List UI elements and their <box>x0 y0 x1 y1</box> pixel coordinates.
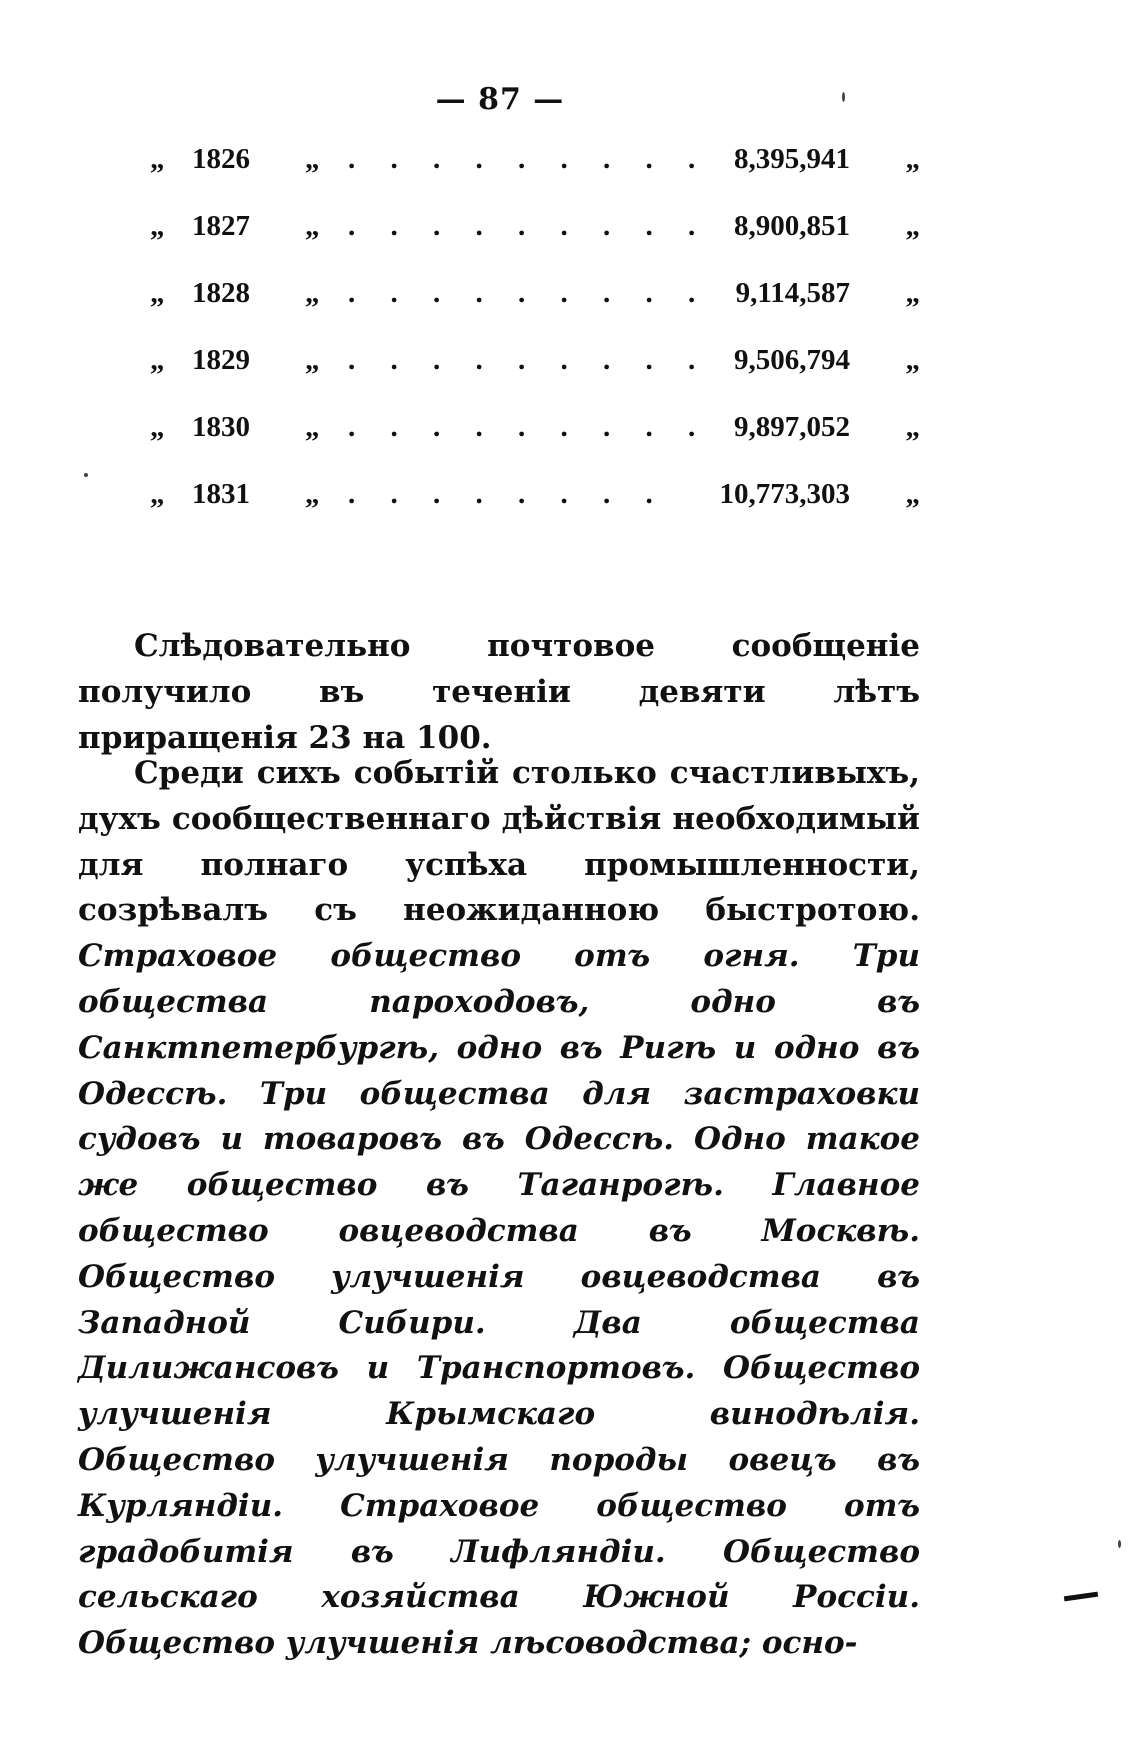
ditto-mark: „ <box>150 277 165 309</box>
ditto-mark: „ <box>150 411 165 443</box>
table-row <box>150 411 920 455</box>
amount: 9,897,052 <box>734 411 850 443</box>
ditto-mark: „ <box>305 210 320 242</box>
year: 1828 <box>192 277 250 309</box>
dot-leader: . . . . . . . . . <box>348 344 710 376</box>
table-row <box>150 210 920 254</box>
amount: 10,773,303 <box>719 478 850 510</box>
amount: 9,506,794 <box>734 344 850 376</box>
year: 1831 <box>192 478 250 510</box>
ditto-mark: „ <box>305 344 320 376</box>
dot-leader: . . . . . . . . . <box>348 210 710 242</box>
table-row <box>150 143 920 187</box>
table-row <box>150 478 920 522</box>
ditto-mark: „ <box>150 210 165 242</box>
ditto-mark: „ <box>905 210 920 242</box>
paragraph-intro: Среди сихъ событій столько счастливыхъ, духъ сообщественнаго дѣйствія необходимый для полнаго успѣха промышленности, созрѣвалъ съ неожиданною быстротою. <box>78 755 920 929</box>
dot-leader: . . . . . . . . . <box>348 411 710 443</box>
ditto-mark: „ <box>905 143 920 175</box>
societies-list: Страховое общество отъ огня. Три общества пароходовъ, одно въ Санктпетербургѣ, одно въ Ригѣ и одно въ Одессѣ. Три общества для застраховки судовъ и товаровъ въ Одессѣ. Одно такое же общество въ Таганрогѣ. Главное общество овцеводства въ Москвѣ. Общество улучшенія овцеводства въ Западной Сибири. Два общества Дилижансовъ и Транспортовъ. Общество улучшенія Крымскаго винодѣлія. Общество улучшенія породы овецъ въ Курляндіи. Страховое общество отъ градобитія въ Лифляндіи. Общество сельскаго хозяйства Южной Россіи. Общество улучшенія лѣсоводства; осно- <box>78 938 920 1662</box>
ditto-mark: „ <box>905 344 920 376</box>
print-speck <box>842 92 845 102</box>
paragraph-summary: Слѣдовательно почтовое сообщеніе получило въ теченіи девяти лѣтъ приращенія 23 на 100. <box>78 628 920 756</box>
print-speck <box>84 473 88 477</box>
amount: 8,900,851 <box>734 210 850 242</box>
page-number: — 87 — <box>435 82 565 117</box>
ditto-mark: „ <box>905 478 920 510</box>
table-row <box>150 344 920 388</box>
dot-leader: . . . . . . . . . <box>348 277 710 309</box>
ditto-mark: „ <box>150 143 165 175</box>
ditto-mark: „ <box>305 411 320 443</box>
paragraph-societies <box>78 751 920 1667</box>
year: 1826 <box>192 143 250 175</box>
ditto-mark: „ <box>305 277 320 309</box>
ditto-mark: „ <box>305 478 320 510</box>
ditto-mark: „ <box>150 344 165 376</box>
print-speck <box>1118 1540 1121 1548</box>
amount: 8,395,941 <box>734 143 850 175</box>
year: 1830 <box>192 411 250 443</box>
ditto-mark: „ <box>905 277 920 309</box>
ditto-mark: „ <box>305 143 320 175</box>
margin-mark <box>1064 1592 1098 1602</box>
dot-leader: . . . . . . . . . <box>348 143 710 175</box>
dot-leader: . . . . . . . . <box>348 478 667 510</box>
year: 1827 <box>192 210 250 242</box>
ditto-mark: „ <box>150 478 165 510</box>
amount: 9,114,587 <box>735 277 850 309</box>
year: 1829 <box>192 344 250 376</box>
table-row <box>150 277 920 321</box>
ditto-mark: „ <box>905 411 920 443</box>
